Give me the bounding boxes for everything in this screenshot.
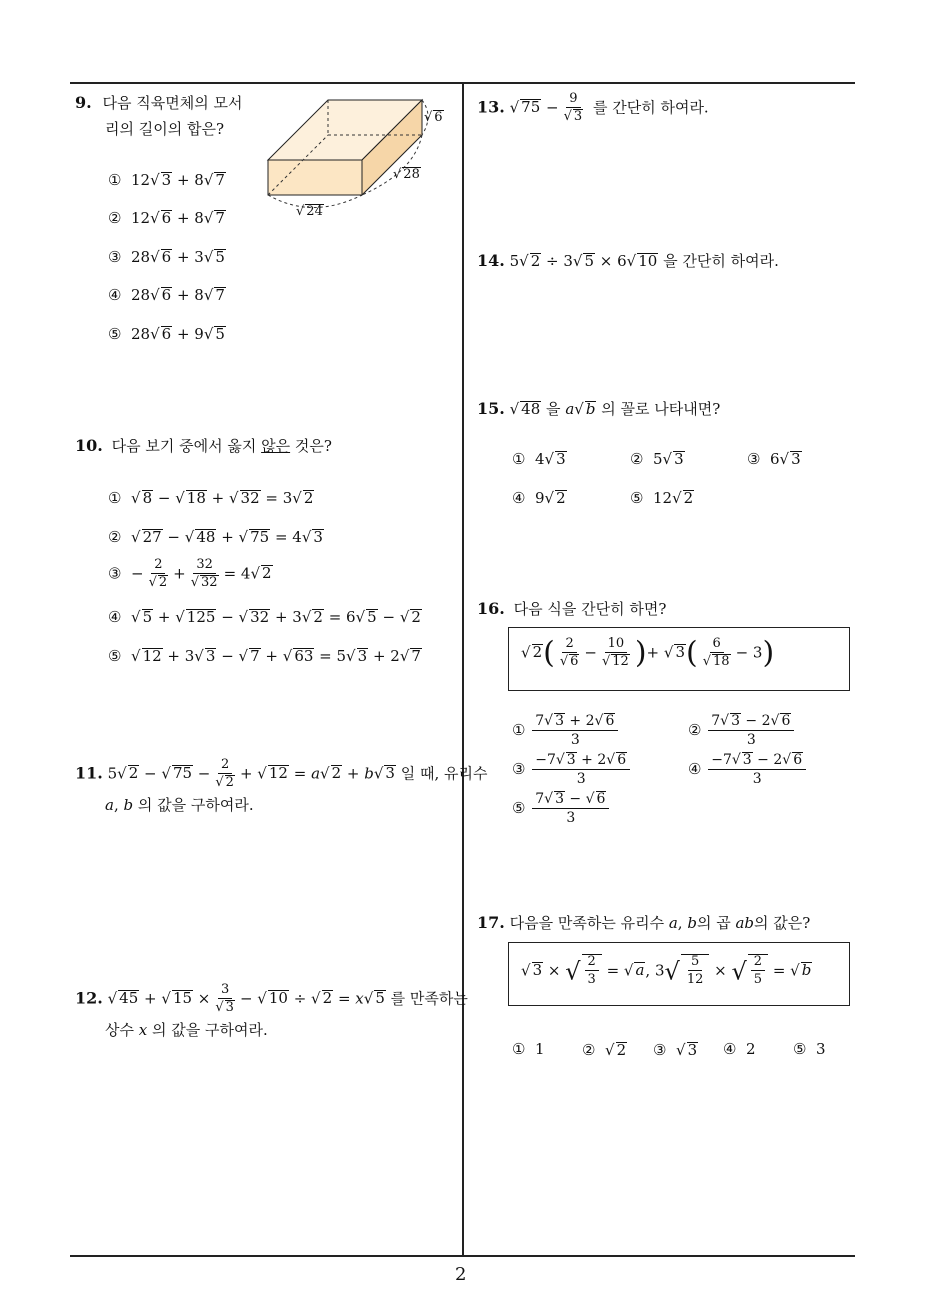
- q15-option-5[interactable]: ⑤ 12√ 2: [630, 489, 694, 507]
- label-right: √ 28: [393, 167, 420, 182]
- question-number: 9.: [75, 93, 92, 112]
- question-text: 다음 식을 간단히 하면?: [513, 600, 667, 618]
- bottom-rule: [70, 1255, 855, 1257]
- underlined-word: 않은: [261, 437, 291, 455]
- question-11: 11. 5√ 2 − √ 75 − $\frac{2}{√ 2}$ + √ 12 = a√ 2 + b√ 3 일 때, 유리수: [75, 757, 488, 791]
- question-text: 일 때, 유리수: [400, 764, 488, 783]
- q9-option-5[interactable]: ⑤ 28√ 6 + 9√ 5: [108, 325, 225, 343]
- question-17: 17. 다음을 만족하는 유리수 a, b의 곱 ab의 값은?: [477, 913, 811, 932]
- q10-option-3[interactable]: ③ − $\frac{2}{√ 2}$ + $\frac{32}{√ 32}$ = 4√ 2: [108, 557, 272, 591]
- question-number: 10.: [75, 436, 103, 455]
- question-15: 15. √ 48 을 a√ b 의 꼴로 나타내면?: [477, 399, 721, 418]
- question-12: 12. √ 45 + √ 15 × $\frac{3}{√ 3}$ − √ 10 ÷ √ 2 = x√ 5 를 만족하는: [75, 982, 468, 1016]
- q15-option-2[interactable]: ② 5√ 3: [630, 450, 684, 468]
- page-number: 2: [455, 1264, 467, 1285]
- q9-option-1[interactable]: ① 12√ 3 + 8√ 7: [108, 171, 225, 189]
- question-14: 14. 5√ 2 ÷ 3√ 5 × 6√ 10 을 간단히 하여라.: [477, 251, 779, 270]
- q9-option-3[interactable]: ③ 28√ 6 + 3√ 5: [108, 248, 225, 266]
- question-10: 10. 다음 보기 중에서 옳지 않은 것은?: [75, 436, 332, 455]
- q17-option-1[interactable]: ① 1: [512, 1040, 545, 1058]
- q16-option-4[interactable]: ④ $\frac{-7√ 3 - 2√ 6}{3}$: [688, 752, 808, 788]
- q16-expression: √ 2( $\frac{2}{√ 6}$ − $\frac{10}{√ 12}$ )+ √ 3( $\frac{6}{√ 18}$ − 3): [521, 635, 775, 671]
- q17-option-4[interactable]: ④ 2: [723, 1040, 756, 1058]
- q16-option-1[interactable]: ① $\frac{7√ 3 + 2√ 6}{3}$: [512, 713, 620, 749]
- label-bottom: √ 24: [296, 204, 323, 219]
- question-9: [75, 95, 242, 111]
- q15-option-1[interactable]: ① 4√ 3: [512, 450, 566, 468]
- question-text: 를 간단히 하여라.: [592, 98, 709, 117]
- q9-option-4[interactable]: ④ 28√ 6 + 8√ 7: [108, 286, 225, 304]
- question-13: 13. √ 75 − $\frac{9}{√ 3}$ 를 간단히 하여라.: [477, 91, 709, 125]
- question-text: 을 간단히 하여라.: [663, 252, 779, 270]
- question-text: 다음 보기 중에서 옳지: [111, 437, 262, 455]
- question-text: 를 만족하는: [390, 989, 468, 1008]
- q17-condition: √ 3 × √ $\frac{2}{3}$ = √ a, 3√ $\frac{5}{12}$ × √ $\frac{2}{5}$ = √ b: [521, 954, 812, 988]
- question-16: 16. 다음 식을 간단히 하면?: [477, 599, 667, 618]
- q10-option-1[interactable]: ① √ 8 − √ 18 + √ 32 = 3√ 2: [108, 489, 314, 507]
- q16-option-3[interactable]: ③ $\frac{-7√ 3 + 2√ 6}{3}$: [512, 752, 632, 788]
- cuboid-front-face: [268, 160, 362, 195]
- question-9-line2: 리의 길이의 합은?: [105, 120, 225, 138]
- q15-option-3[interactable]: ③ 6√ 3: [747, 450, 801, 468]
- q10-option-5[interactable]: ⑤ √ 12 + 3√ 3 − √ 7 + √ 63 = 5√ 3 + 2√ 7: [108, 647, 421, 665]
- q16-option-5[interactable]: ⑤ $\frac{7√ 3 - √ 6}{3}$: [512, 791, 611, 827]
- question-11-line2: a, b 의 값을 구하여라.: [105, 796, 254, 814]
- label-depth: √ 6: [424, 110, 443, 125]
- q9-option-2[interactable]: ② 12√ 6 + 8√ 7: [108, 209, 225, 227]
- q17-option-5[interactable]: ⑤ 3: [793, 1040, 826, 1058]
- question-12-line2: 상수 x 의 값을 구하여라.: [105, 1021, 268, 1039]
- q10-option-4[interactable]: ④ √ 5 + √ 125 − √ 32 + 3√ 2 = 6√ 5 − √ 2: [108, 608, 421, 626]
- column-divider: [462, 82, 464, 1256]
- q15-option-4[interactable]: ④ 9√ 2: [512, 489, 566, 507]
- q10-option-2[interactable]: ② √ 27 − √ 48 + √ 75 = 4√ 3: [108, 528, 323, 546]
- q17-option-3[interactable]: ③ √ 3: [653, 1041, 698, 1059]
- question-text: 다음 직육면체의 모서: [102, 94, 243, 112]
- q16-option-2[interactable]: ② $\frac{7√ 3 - 2√ 6}{3}$: [688, 713, 796, 749]
- q17-option-2[interactable]: ② √ 2: [582, 1041, 627, 1059]
